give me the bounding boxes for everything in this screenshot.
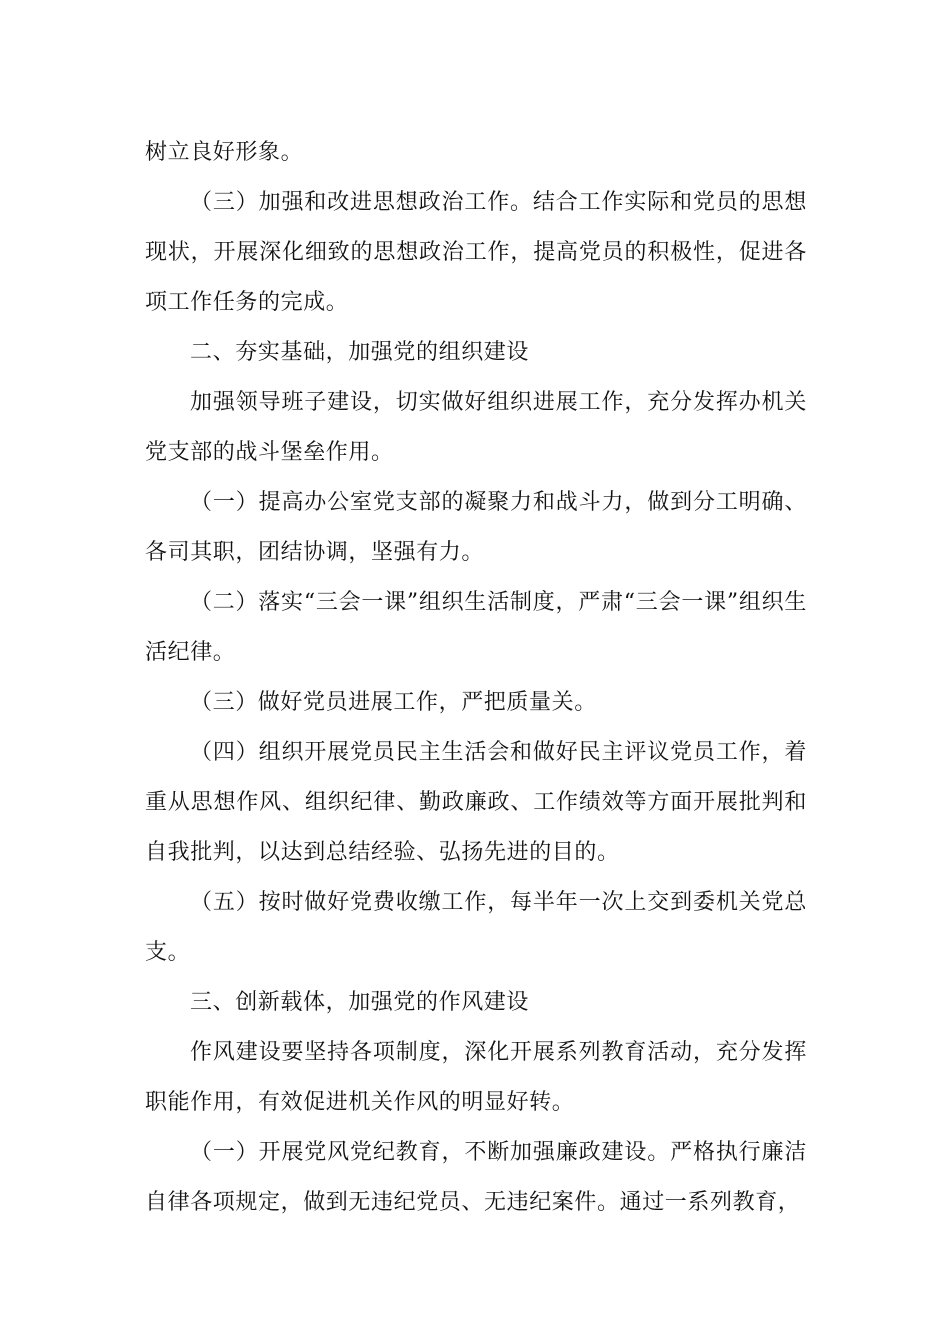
paragraph: （三）加强和改进思想政治工作。结合工作实际和党员的思想现状，开展深化细致的思想政治工作，提高党员的积极性，促进各项工作任务的完成。 xyxy=(145,190,807,315)
paragraph: （一）开展党风党纪教育，不断加强廉政建设。严格执行廉洁自律各项规定，做到无违纪党员、无违纪案件。通过一系列教育， xyxy=(145,1140,807,1215)
section-heading: 二、夯实基础，加强党的组织建设 xyxy=(190,340,530,365)
paragraph: 加强领导班子建设，切实做好组织进展工作，充分发挥办机关党支部的战斗堡垒作用。 xyxy=(145,390,807,465)
paragraph: （四）组织开展党员民主生活会和做好民主评议党员工作，着重从思想作风、组织纪律、勤政廉政、工作绩效等方面开展批判和自我批判，以达到总结经验、弘扬先进的目的。 xyxy=(145,740,807,865)
paragraph: （三）做好党员进展工作，严把质量关。 xyxy=(190,690,597,715)
paragraph: 作风建设要坚持各项制度，深化开展系列教育活动，充分发挥职能作用，有效促进机关作风的明显好转。 xyxy=(145,1040,807,1115)
document-body xyxy=(145,128,807,1228)
paragraph: （一）提高办公室党支部的凝聚力和战斗力，做到分工明确、各司其职，团结协调，坚强有力。 xyxy=(145,490,807,565)
paragraph: 树立良好形象。 xyxy=(145,140,304,165)
paragraph: （二）落实“三会一课”组织生活制度，严肃“三会一课”组织生活纪律。 xyxy=(145,590,807,665)
section-heading: 三、创新载体，加强党的作风建设 xyxy=(190,990,530,1015)
paragraph: （五）按时做好党费收缴工作，每半年一次上交到委机关党总支。 xyxy=(145,890,807,965)
